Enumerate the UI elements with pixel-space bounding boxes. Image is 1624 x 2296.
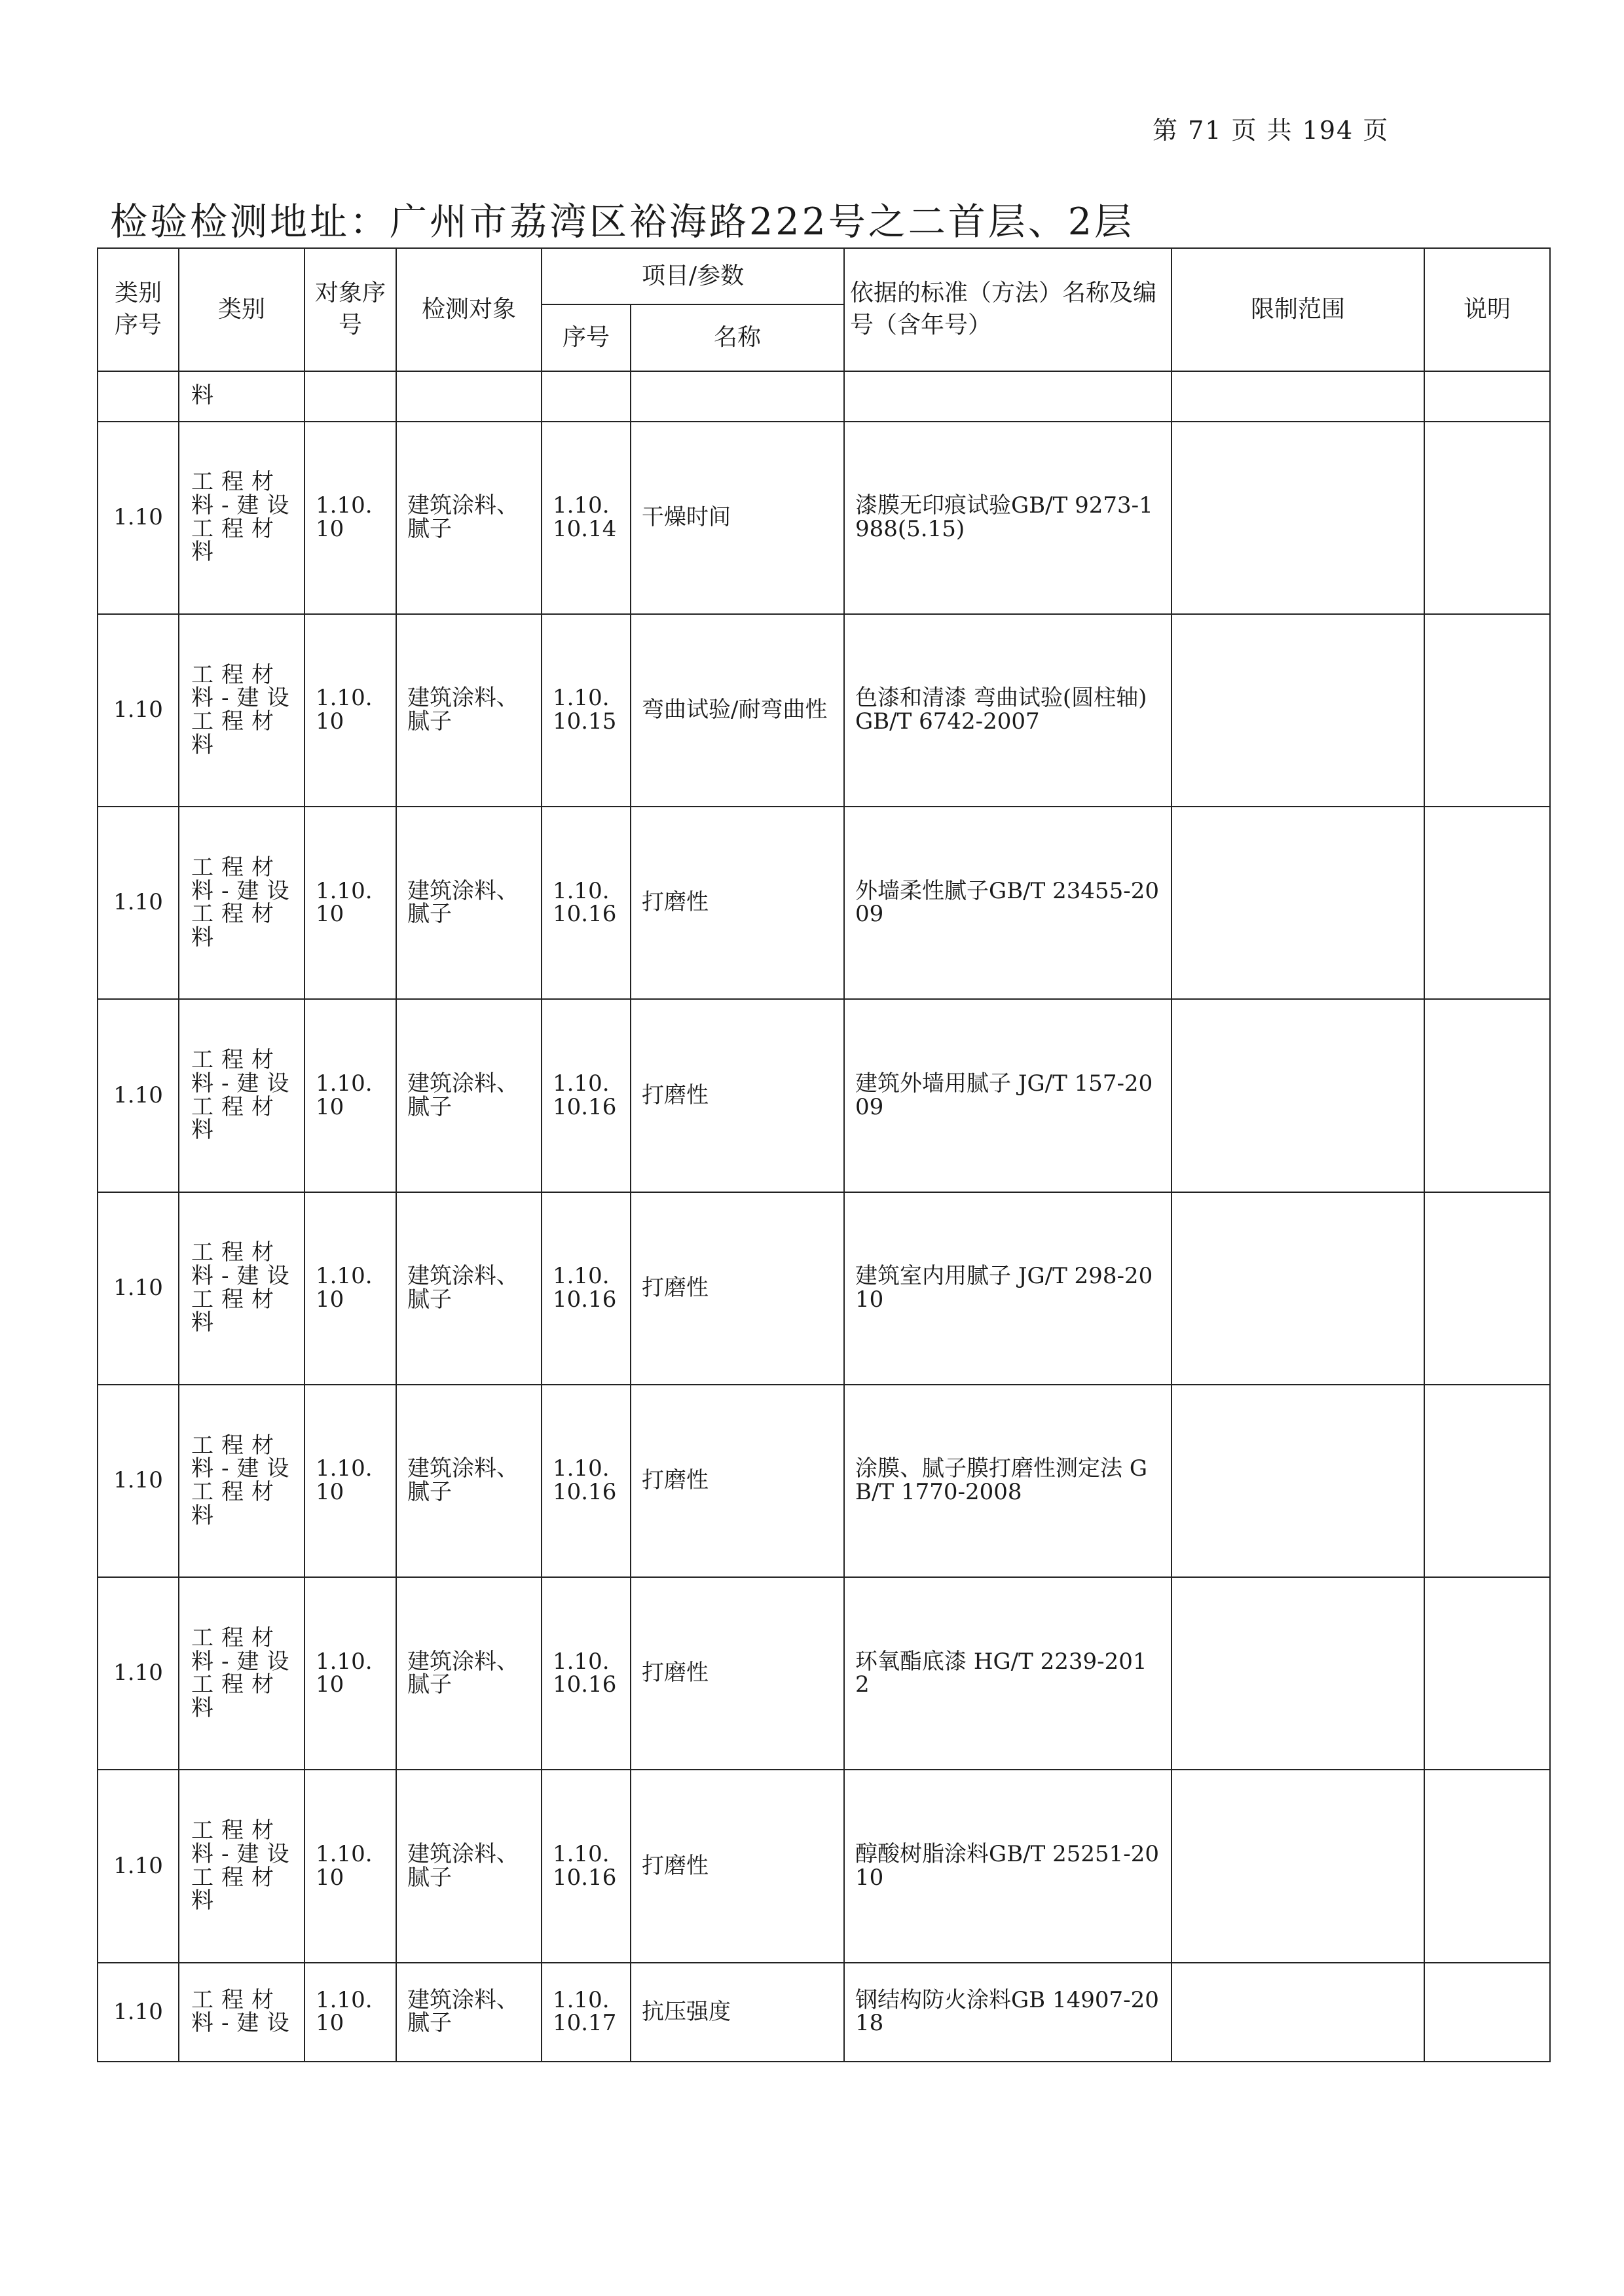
cell-object: 建筑涂料、腻子 (396, 1770, 542, 1962)
header-note: 说明 (1424, 248, 1550, 371)
cell-empty (304, 371, 396, 422)
cell-limit (1172, 1770, 1424, 1962)
cell-object: 建筑涂料、腻子 (396, 1192, 542, 1385)
cell-category: 工程材料-建设工程材料 (179, 807, 304, 999)
header-object: 检测对象 (396, 248, 542, 371)
cell-object: 建筑涂料、腻子 (396, 999, 542, 1192)
header-limit: 限制范围 (1172, 248, 1424, 371)
cell-item-no: 1.10.10.16 (542, 807, 631, 999)
table-row (98, 1385, 1550, 1577)
cell-standard: 钢结构防火涂料GB 14907-2018 (844, 1963, 1172, 2062)
cell-object-no: 1.10.10 (304, 1963, 396, 2062)
cell-standard: 醇酸树脂涂料GB/T 25251-2010 (844, 1770, 1172, 1962)
header-category: 类别 (179, 248, 304, 371)
cell-category-no: 1.10 (98, 1770, 179, 1962)
cell-category-no: 1.10 (98, 614, 179, 807)
cell-category: 工程材料-建设工程材料 (179, 1385, 304, 1577)
table-row (98, 1192, 1550, 1385)
cell-category: 工程材料-建设 (179, 1963, 304, 2062)
cell-empty (542, 371, 631, 422)
cell-item-no: 1.10.10.16 (542, 1192, 631, 1385)
cell-limit (1172, 1577, 1424, 1770)
cell-empty (1172, 371, 1424, 422)
cell-item-no: 1.10.10.14 (542, 422, 631, 614)
table-row (98, 614, 1550, 807)
cell-object-no: 1.10.10 (304, 422, 396, 614)
cell-standard: 色漆和清漆 弯曲试验(圆柱轴)GB/T 6742-2007 (844, 614, 1172, 807)
test-address-heading: 检验检测地址：广州市荔湾区裕海路222号之二首层、2层 (110, 200, 1135, 244)
cell-item-no: 1.10.10.16 (542, 1385, 631, 1577)
header-standard: 依据的标准（方法）名称及编号（含年号） (844, 248, 1172, 371)
cell-object-no: 1.10.10 (304, 1577, 396, 1770)
cell-note (1424, 1577, 1550, 1770)
cell-item-name: 打磨性 (631, 1192, 844, 1385)
cell-item-name: 打磨性 (631, 1577, 844, 1770)
cell-category-no: 1.10 (98, 1385, 179, 1577)
cell-limit (1172, 807, 1424, 999)
cell-category-no: 1.10 (98, 999, 179, 1192)
cell-standard: 漆膜无印痕试验GB/T 9273-1988(5.15) (844, 422, 1172, 614)
cell-limit (1172, 1963, 1424, 2062)
cell-note (1424, 1963, 1550, 2062)
table-row (98, 1577, 1550, 1770)
cell-item-no: 1.10.10.15 (542, 614, 631, 807)
cell-object-no: 1.10.10 (304, 1385, 396, 1577)
cell-standard: 建筑室内用腻子 JG/T 298-2010 (844, 1192, 1172, 1385)
cell-object: 建筑涂料、腻子 (396, 1963, 542, 2062)
cell-category: 工程材料-建设工程材料 (179, 1770, 304, 1962)
cell-item-no: 1.10.10.16 (542, 1577, 631, 1770)
cell-item-name: 打磨性 (631, 1770, 844, 1962)
cell-note (1424, 614, 1550, 807)
cell-item-name: 弯曲试验/耐弯曲性 (631, 614, 844, 807)
cell-item-no: 1.10.10.16 (542, 999, 631, 1192)
cell-category: 工程材料-建设工程材料 (179, 614, 304, 807)
cell-object: 建筑涂料、腻子 (396, 1385, 542, 1577)
cell-category: 工程材料-建设工程材料 (179, 1577, 304, 1770)
table-row (98, 807, 1550, 999)
page-number: 第 71 页 共 194 页 (1153, 116, 1390, 145)
cell-standard: 外墙柔性腻子GB/T 23455-2009 (844, 807, 1172, 999)
cell-note (1424, 1192, 1550, 1385)
cell-note (1424, 807, 1550, 999)
cell-item-no: 1.10.10.17 (542, 1963, 631, 2062)
cell-empty (98, 371, 179, 422)
table-row (98, 1963, 1550, 2062)
cell-item-name: 打磨性 (631, 999, 844, 1192)
cell-note (1424, 1385, 1550, 1577)
cell-limit (1172, 422, 1424, 614)
cell-category-no: 1.10 (98, 1577, 179, 1770)
inspection-scope-table (97, 247, 1551, 2062)
header-item-name: 名称 (631, 304, 844, 371)
header-row-1 (98, 248, 1550, 304)
cell-note (1424, 1770, 1550, 1962)
cell-item-no: 1.10.10.16 (542, 1770, 631, 1962)
header-cat-no: 类别序号 (98, 248, 179, 371)
cell-category-no: 1.10 (98, 1963, 179, 2062)
cell-item-name: 抗压强度 (631, 1963, 844, 2062)
header-item-no: 序号 (542, 304, 631, 371)
cell-object-no: 1.10.10 (304, 807, 396, 999)
cell-object: 建筑涂料、腻子 (396, 614, 542, 807)
cell-empty (396, 371, 542, 422)
table-row (98, 422, 1550, 614)
cell-object-no: 1.10.10 (304, 614, 396, 807)
cell-object: 建筑涂料、腻子 (396, 1577, 542, 1770)
cell-category: 工程材料-建设工程材料 (179, 1192, 304, 1385)
cell-limit (1172, 1385, 1424, 1577)
header-obj-no: 对象序号 (304, 248, 396, 371)
cell-note (1424, 999, 1550, 1192)
cell-limit (1172, 614, 1424, 807)
cell-category: 料 (179, 371, 304, 422)
cell-object-no: 1.10.10 (304, 999, 396, 1192)
cell-limit (1172, 999, 1424, 1192)
cell-object-no: 1.10.10 (304, 1192, 396, 1385)
carry-over-row (98, 371, 1550, 422)
cell-object: 建筑涂料、腻子 (396, 422, 542, 614)
cell-item-name: 干燥时间 (631, 422, 844, 614)
cell-category-no: 1.10 (98, 807, 179, 999)
table-row (98, 999, 1550, 1192)
table-row (98, 1770, 1550, 1962)
cell-empty (1424, 371, 1550, 422)
cell-item-name: 打磨性 (631, 807, 844, 999)
cell-object-no: 1.10.10 (304, 1770, 396, 1962)
cell-note (1424, 422, 1550, 614)
cell-category-no: 1.10 (98, 422, 179, 614)
cell-category: 工程材料-建设工程材料 (179, 422, 304, 614)
cell-standard: 涂膜、腻子膜打磨性测定法 GB/T 1770-2008 (844, 1385, 1172, 1577)
cell-object: 建筑涂料、腻子 (396, 807, 542, 999)
cell-item-name: 打磨性 (631, 1385, 844, 1577)
cell-standard: 建筑外墙用腻子 JG/T 157-2009 (844, 999, 1172, 1192)
cell-limit (1172, 1192, 1424, 1385)
cell-category: 工程材料-建设工程材料 (179, 999, 304, 1192)
cell-category-no: 1.10 (98, 1192, 179, 1385)
header-item-param: 项目/参数 (542, 248, 844, 304)
cell-standard: 环氧酯底漆 HG/T 2239-2012 (844, 1577, 1172, 1770)
cell-empty (631, 371, 844, 422)
cell-empty (844, 371, 1172, 422)
